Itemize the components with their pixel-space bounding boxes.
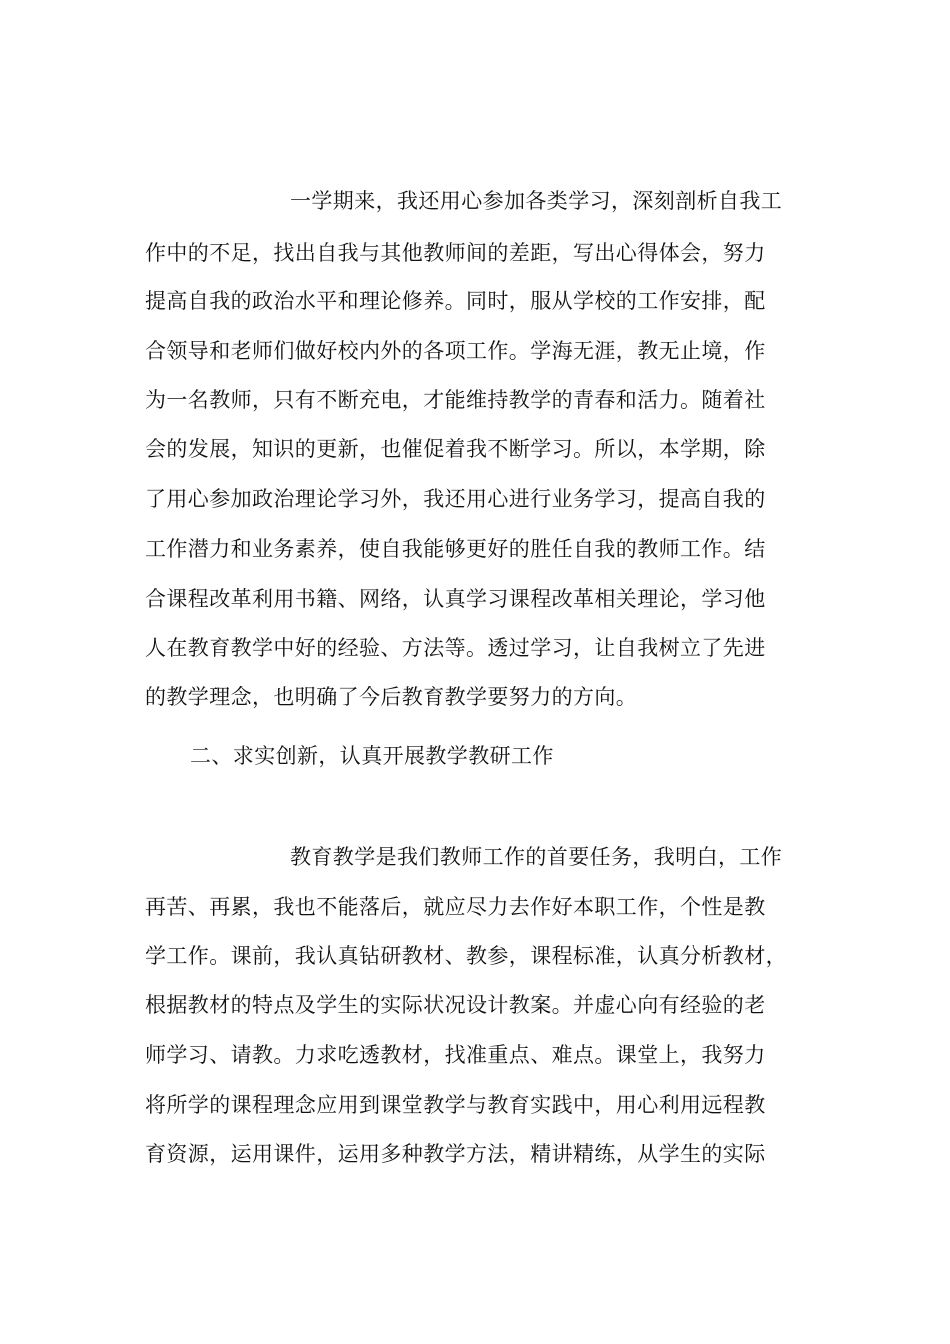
paragraph1-line: 为一名教师，只有不断充电，才能维持教学的青春和活力。随着社 (145, 388, 766, 412)
paragraph2-line: 教育教学是我们教师工作的首要任务，我明白，工作 (290, 845, 783, 869)
paragraph1-line: 提高自我的政治水平和理论修养。同时，服从学校的工作安排，配 (145, 289, 766, 313)
paragraph1-line: 工作潜力和业务素养，使自我能够更好的胜任自我的教师工作。结 (145, 537, 766, 561)
paragraph2-line: 师学习、请教。力求吃透教材，找准重点、难点。课堂上，我努力 (145, 1043, 766, 1067)
paragraph1-line: 了用心参加政治理论学习外，我还用心进行业务学习，提高自我的 (145, 487, 766, 511)
paragraph1-line: 的教学理念，也明确了今后教育教学要努力的方向。 (145, 685, 638, 709)
paragraph2-line: 学工作。课前，我认真钻研教材、教参，课程标准，认真分析教材， (145, 944, 787, 968)
section-heading: 二、求实创新，认真开展教学教研工作 (190, 744, 554, 768)
paragraph1-line: 合领导和老师们做好校内外的各项工作。学海无涯，教无止境，作 (145, 339, 766, 363)
paragraph2-line: 根据教材的特点及学生的实际状况设计教案。并虚心向有经验的老 (145, 993, 766, 1017)
paragraph2-line: 再苦、再累，我也不能落后，就应尽力去作好本职工作，个性是教 (145, 895, 766, 919)
paragraph1-line: 作中的不足，找出自我与其他教师间的差距，写出心得体会，努力 (145, 241, 766, 265)
paragraph2-line: 将所学的课程理念应用到课堂教学与教育实践中，用心利用远程教 (145, 1093, 766, 1117)
paragraph1-line: 会的发展，知识的更新，也催促着我不断学习。所以，本学期，除 (145, 437, 766, 461)
paragraph1-line: 人在教育教学中好的经验、方法等。透过学习，让自我树立了先进 (145, 636, 766, 660)
paragraph2-line: 育资源，运用课件，运用多种教学方法，精讲精练，从学生的实际 (145, 1142, 766, 1166)
paragraph1-line: 合课程改革利用书籍、网络，认真学习课程改革相关理论，学习他 (145, 587, 766, 611)
paragraph1-line: 一学期来，我还用心参加各类学习，深刻剖析自我工 (290, 189, 783, 213)
